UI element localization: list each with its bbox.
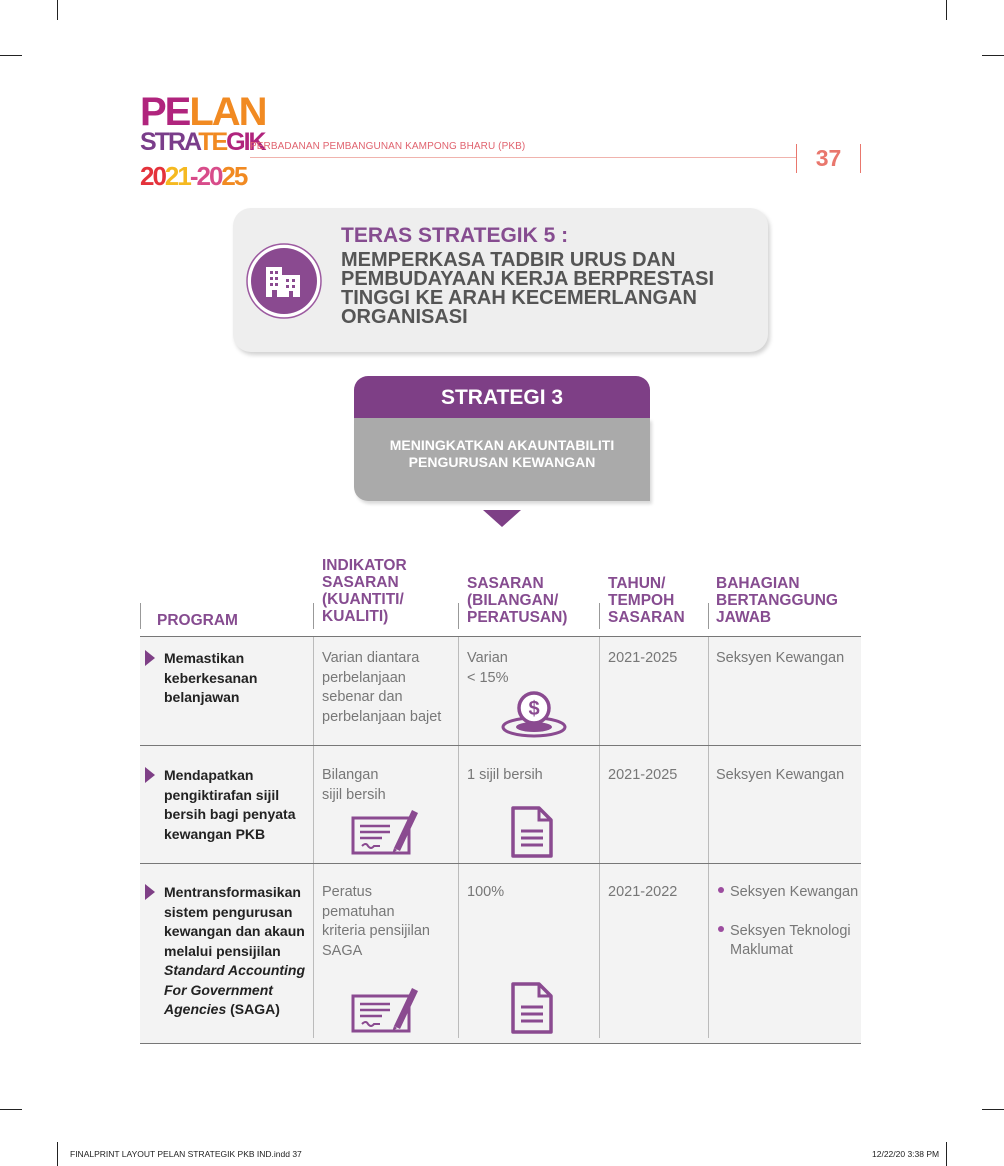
buildings-icon — [246, 243, 322, 319]
cell-line: Varian diantara — [322, 650, 420, 666]
column-separator — [313, 603, 314, 629]
header-line: SASARAN — [467, 575, 544, 592]
header-tahun — [608, 575, 685, 626]
column-separator — [313, 746, 314, 863]
bullet-icon — [718, 926, 724, 932]
document-icon — [510, 805, 554, 859]
teras-title: TERAS STRATEGIK 5 : — [341, 224, 569, 247]
pelan-strategik-logo — [140, 92, 266, 189]
strategi-line: PENGURUSAN KEWANGAN — [408, 454, 596, 470]
row-bullet-icon — [145, 767, 155, 783]
column-separator — [599, 864, 600, 1038]
bullet-icon — [718, 887, 724, 893]
header-line: PERATUSAN) — [467, 609, 568, 626]
cell-line: melalui pensijilan — [164, 942, 281, 959]
logo-text: 20 — [140, 161, 165, 191]
indikator-cell — [322, 649, 441, 727]
program-cell — [164, 649, 257, 708]
column-separator — [599, 746, 600, 863]
crop-mark — [946, 1142, 947, 1166]
cell-line: Varian — [467, 650, 508, 666]
row-bullet-icon — [145, 650, 155, 666]
row-divider — [140, 636, 861, 637]
cell-line: Maklumat — [730, 942, 793, 958]
tahun-cell: 2021-2025 — [608, 650, 678, 666]
cell-line: kriteria pensijilan — [322, 923, 430, 939]
header-bahagian — [716, 575, 838, 626]
column-separator — [313, 864, 314, 1038]
sasaran-cell: 100% — [467, 884, 505, 900]
cell-line: Mendapatkan — [164, 767, 254, 783]
cell-line: kewangan PKB — [164, 825, 266, 842]
tahun-cell: 2021-2025 — [608, 767, 678, 783]
header-line: SASARAN — [608, 609, 685, 626]
row-divider — [140, 745, 861, 746]
program-cell — [164, 766, 295, 844]
strategi-title: STRATEGI 3 — [354, 376, 650, 418]
cell-line: perbelanjaan — [322, 669, 406, 686]
document-icon — [510, 981, 554, 1035]
row-bullet-icon — [145, 884, 155, 900]
cell-line: sistem pengurusan — [164, 903, 293, 920]
column-separator — [708, 746, 709, 863]
certificate-signing-icon — [350, 982, 420, 1034]
cell-line: For Government — [164, 981, 273, 998]
sasaran-cell — [467, 649, 509, 688]
header-line: BAHAGIAN — [716, 575, 800, 592]
cell-line: Standard Accounting — [164, 962, 306, 978]
header-subtitle: PERBADANAN PEMBANGUNAN KAMPONG BHARU (PKB) — [250, 141, 526, 152]
bahagian-cell: Seksyen Kewangan — [716, 767, 845, 783]
logo-text: 21 — [164, 161, 190, 191]
column-separator — [458, 864, 459, 1038]
column-separator — [458, 637, 459, 745]
crop-mark — [0, 1109, 22, 1110]
cell-line: Bilangan — [322, 767, 379, 783]
header-line: TAHUN/ — [608, 575, 666, 592]
cell-text: Seksyen Teknologi — [730, 922, 851, 939]
strategi-description — [354, 418, 650, 501]
cell-line: pengiktirafan sijil — [164, 786, 280, 803]
logo-text: GIK — [226, 128, 265, 156]
cell-text: Seksyen Kewangan — [730, 884, 859, 900]
header-line: SASARAN — [322, 574, 399, 591]
logo-text: PE — [140, 90, 190, 134]
column-separator — [708, 603, 709, 629]
cell-line: sijil bersih — [322, 786, 386, 803]
logo-text: LAN — [189, 90, 266, 134]
cell-line: SAGA — [322, 942, 363, 959]
row-divider — [140, 863, 861, 864]
crop-mark — [946, 0, 947, 20]
logo-text: STRA — [140, 128, 199, 156]
program-cell — [164, 883, 305, 1020]
bahagian-cell: Seksyen Kewangan — [716, 650, 845, 666]
bahagian-list-item — [718, 922, 858, 942]
footer-filename: FINALPRINT LAYOUT PELAN STRATEGIK PKB IND.indd 37 — [70, 1149, 302, 1159]
page-number-bar — [860, 144, 861, 173]
header-line: INDIKATOR — [322, 557, 407, 574]
cell-line: kewangan dan akaun — [164, 923, 305, 939]
column-separator — [458, 603, 459, 629]
header-line: JAWAB — [716, 609, 772, 626]
header-divider — [250, 157, 796, 158]
cell-line: Memastikan — [164, 650, 245, 666]
column-separator — [599, 637, 600, 745]
column-separator — [458, 746, 459, 863]
logo-text: TE — [198, 128, 227, 156]
cell-text: Agencies — [164, 1001, 227, 1017]
footer-timestamp: 12/22/20 3:38 PM — [872, 1149, 940, 1159]
money-coin-icon — [501, 690, 567, 738]
cell-line: Peratus — [322, 884, 372, 900]
row-divider — [140, 1043, 861, 1044]
header-line: (BILANGAN/ — [467, 592, 559, 609]
column-separator — [140, 603, 141, 629]
crop-mark — [57, 0, 58, 20]
header-line: BERTANGGUNG — [716, 592, 838, 609]
indikator-cell — [322, 883, 430, 961]
bahagian-list-item — [718, 883, 858, 903]
column-separator — [313, 637, 314, 745]
column-separator — [708, 637, 709, 745]
cell-line: bersih bagi penyata — [164, 806, 296, 822]
crop-mark — [982, 1109, 1004, 1110]
logo-text: -20 — [189, 161, 222, 191]
cell-line: belanjawan — [164, 689, 240, 705]
column-separator — [599, 603, 600, 629]
cell-line: perbelanjaan bajet — [322, 708, 442, 725]
sasaran-cell: 1 sijil bersih — [467, 767, 543, 783]
certificate-signing-icon — [350, 804, 420, 856]
crop-mark — [0, 55, 22, 56]
header-line: (KUANTITI/ — [322, 591, 404, 608]
svg-text:$: $ — [528, 698, 540, 720]
cell-line: pematuhan — [322, 903, 395, 920]
teras-text: MEMPERKASA TADBIR URUS DAN PEMBUDAYAAN KERJA BERPRESTASI TINGGI KE ARAH KECEMERLANGAN ORGANISASI — [341, 249, 715, 328]
tahun-cell: 2021-2022 — [608, 884, 678, 900]
down-arrow-icon — [483, 510, 521, 527]
cell-line: Mentransformasikan — [164, 884, 301, 900]
bahagian-cell — [718, 883, 858, 961]
cell-line: keberkesanan — [164, 669, 258, 686]
crop-mark — [57, 1142, 58, 1166]
header-indikator — [322, 557, 407, 625]
cell-line: < 15% — [467, 669, 509, 686]
header-program: PROGRAM — [157, 612, 238, 629]
page-number: 37 — [815, 145, 842, 171]
column-separator — [708, 864, 709, 1038]
header-line: TEMPOH — [608, 592, 675, 609]
header-line: KUALITI) — [322, 608, 389, 625]
strategi-line: MENINGKATKAN AKAUNTABILITI — [389, 437, 615, 453]
logo-text: 25 — [221, 161, 247, 191]
indikator-cell — [322, 766, 386, 805]
cell-line: sebenar dan — [322, 689, 403, 705]
crop-mark — [982, 55, 1004, 56]
header-sasaran — [467, 575, 567, 626]
cell-text: (SAGA) — [226, 1001, 280, 1017]
cell-line — [164, 1000, 305, 1020]
